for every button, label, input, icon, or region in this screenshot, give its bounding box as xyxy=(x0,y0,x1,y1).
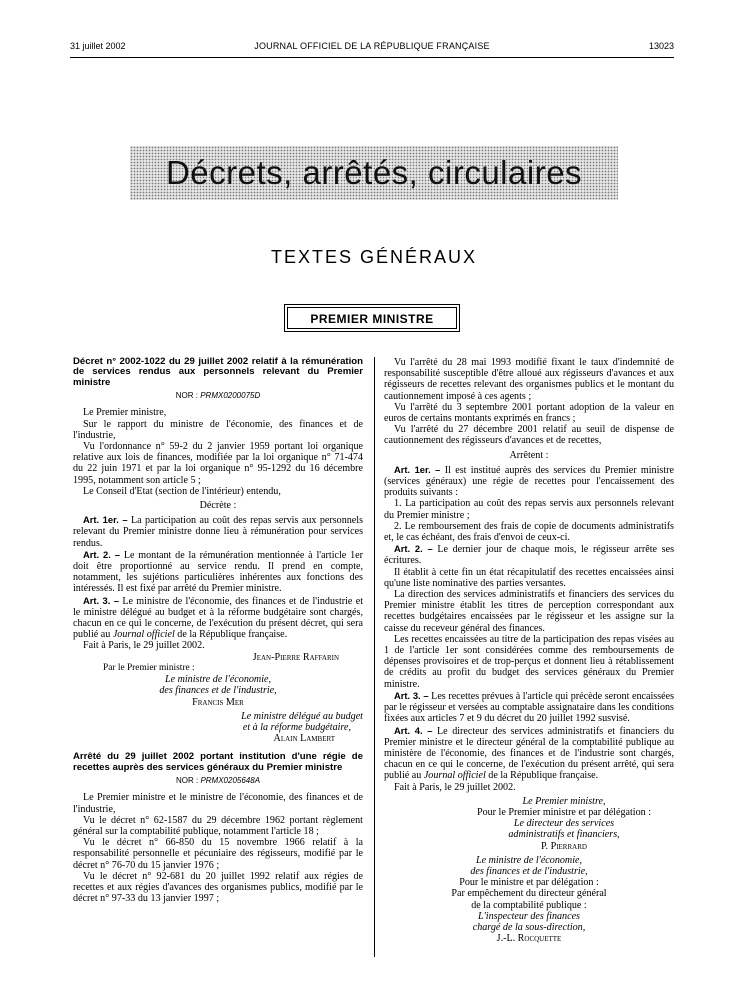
arrete-paragraph: Le Premier ministre et le ministre de l'économie, des finances et de l'industrie, xyxy=(73,792,363,815)
arrete-paragraph: Vu l'arrêté du 3 septembre 2001 portant adoption de la valeur en euros de certains montants exprimés en francs ; xyxy=(384,401,674,425)
article-label: Art. 1er. – xyxy=(394,463,441,475)
article-label: Art. 2. – xyxy=(83,548,120,560)
decret-fait: Fait à Paris, le 29 juillet 2002. xyxy=(83,640,205,652)
minister-name: Alain Lambert xyxy=(273,733,335,745)
arrete-paragraph: Vu le décret n° 62-1587 du 29 décembre 1962 portant règlement général sur la comptabilité publique, notamment l'article 18 ; xyxy=(73,814,363,837)
decret-paragraph: Sur le rapport du ministre de l'économie, des finances et de l'industrie, xyxy=(73,418,363,441)
signatory-title: administratifs et financiers, xyxy=(508,829,620,841)
article-label: Art. 3. – xyxy=(394,689,429,701)
right-column xyxy=(384,357,674,944)
article-label: Art. 3. – xyxy=(83,594,119,606)
delegation-line: de la comptabilité publique : xyxy=(471,899,587,911)
article-text: de la République française. xyxy=(177,629,288,641)
signatory-title: L'inspecteur des finances xyxy=(478,910,580,922)
delegation-line: Pour le ministre et par délégation : xyxy=(459,877,599,889)
arrete-article-3 xyxy=(384,690,674,725)
minister-title: Le ministre de l'économie, xyxy=(164,674,272,686)
banner-title: Décrets, arrêtés, circulaires xyxy=(165,154,583,191)
article-label: Art. 2. – xyxy=(394,543,433,555)
arrete-paragraph: Les recettes encaissées au titre de la participation des repas visées au 1 de l'article 1er sont considérées comme des remboursements de dépenses provisoires et de trop-perçus et donnent lieu à rétablissement de crédits au profit du budget des services généraux du Premier ministre. xyxy=(384,633,674,690)
decret-paragraph: Le Conseil d'Etat (section de l'intérieur) entendu, xyxy=(83,485,281,497)
left-column xyxy=(73,357,363,904)
decret-paragraph: Le Premier ministre, xyxy=(83,407,167,419)
signatory-title: Le ministre de l'économie, xyxy=(475,854,583,866)
ministry-label: PREMIER MINISTRE xyxy=(287,307,457,329)
arrete-paragraph: Il établit à cette fin un état récapitulatif des recettes encaissées ainsi qu'une liste nominative des parties versantes. xyxy=(384,566,674,589)
article-text: Le directeur des services administratifs et financiers du Premier ministre et le directeur général de la comptabilité publique au ministère de l'économie, des finances et de l'industrie sont chargés, chacun en ce qui le concerne, de l'exécution du présent arrêté, qui sera publié au xyxy=(384,725,674,782)
header-date: 31 juillet 2002 xyxy=(70,41,126,51)
minister-title: des finances et de l'industrie, xyxy=(159,685,277,697)
arrete-article-2 xyxy=(384,543,674,566)
arrete-paragraph: Vu l'arrêté du 27 décembre 2001 relatif au seuil de dispense de cautionnement des régisseurs d'avances et de recettes, xyxy=(384,424,674,447)
ministry-box xyxy=(284,304,460,332)
decret-nor xyxy=(73,390,363,401)
signatory-title: chargé de la sous-direction, xyxy=(472,921,586,933)
decret-article-2 xyxy=(73,549,363,595)
nor-code: PRMX0205648A xyxy=(200,776,261,786)
decret-title: Décret n° 2002-1022 du 29 juillet 2002 relatif à la rémunération de services rendus aux personnels relevant du Premier ministre xyxy=(73,356,363,388)
article-text: Les recettes prévues à l'article qui précède seront encaissées par le régisseur et versées au comptable assignataire dans les conditions fixées aux articles 7 et 9 du décret du 20 juillet 1992 susvisé. xyxy=(384,690,675,725)
article-text: Le ministre de l'économie, des finances et de l'industrie et le ministre délégué au budget et à la réforme budgétaire sont chargés, chacun en ce qui le concerne, de l'exécution du présent décret, qui sera publié au xyxy=(73,595,363,641)
decret-article-3 xyxy=(73,595,363,641)
nor-code: PRMX0200075D xyxy=(200,391,261,401)
signatory-title: Le directeur des services xyxy=(513,818,615,830)
minister-title: Le ministre délégué au budget xyxy=(241,710,363,722)
arrete-article-4 xyxy=(384,725,674,782)
article-label: Art. 4. – xyxy=(394,724,433,736)
section-title: TEXTES GÉNÉRAUX xyxy=(270,247,478,267)
arrete-paragraph: La direction des services administratifs et financiers des services du Premier ministre établit les titres de perception correspondant aux recettes budgétaires encaissées par le régisseur et les assigne sur la caisse du receveur général des finances. xyxy=(384,589,674,634)
arrete-paragraph: Vu l'arrêté du 28 mai 1993 modifié fixant le taux d'indemnité de responsabilité susceptible d'être alloué aux régisseurs d'avances et aux régisseurs de recettes relevant des organismes publics et le montant du cautionnement imposé à ces agents ; xyxy=(384,357,674,402)
arrete-list-item: 2. Le remboursement des frais de copie de documents administratifs et, le cas échéant, des frais d'envoi de ceux-ci. xyxy=(384,520,674,544)
article-text: de la République française. xyxy=(488,770,599,782)
arretent-heading: Arrêtent : xyxy=(509,449,549,461)
delegation-line: Pour le Premier ministre et par délégation : xyxy=(476,806,652,818)
arrete-article-1 xyxy=(384,464,674,499)
header-rule xyxy=(70,57,674,58)
nor-label: NOR : xyxy=(175,776,199,786)
decret-paragraph: Vu l'ordonnance n° 59-2 du 2 janvier 1959 portant loi organique relative aux lois de finances, modifiée par la loi organique n° 71-474 du 22 juin 1971 et par la loi organique n° 95-1292 du 16 décembre 1995, notamment son article 5 ; xyxy=(73,441,363,486)
header-journal-title: JOURNAL OFFICIEL DE LA RÉPUBLIQUE FRANÇAISE xyxy=(254,41,490,51)
article-text: Il est institué auprès des services du Premier ministre (services généraux) une régie de recettes pour l'encaissement des produits suivants : xyxy=(384,464,674,499)
par-premier-ministre: Par le Premier ministre : xyxy=(103,662,195,673)
page-header xyxy=(70,41,674,55)
article-text: Le montant de la rémunération mentionnée à l'article 1er doit être proportionné au service rendu. Il prend en compte, notamment, les sujétions particulières inhérentes aux fonctions des intéressés. Il est fixé par arrêté du Premier ministre. xyxy=(73,549,363,595)
signatory-name: J.-L. Rocquette xyxy=(496,933,562,945)
article-text: La participation au coût des repas servis aux personnels relevant du Premier ministre donne lieu à rémunération pour services rendus. xyxy=(73,515,364,549)
signatory-name: P. Pierrard xyxy=(541,840,587,852)
journal-officiel-ref: Journal officiel xyxy=(423,770,486,782)
decret-signer: Jean-Pierre Raffarin xyxy=(252,651,339,663)
arrete-nor xyxy=(73,775,363,786)
column-divider xyxy=(374,357,375,957)
arrete-fait: Fait à Paris, le 29 juillet 2002. xyxy=(394,781,516,793)
decret-article-1 xyxy=(73,514,363,549)
journal-officiel-ref: Journal officiel xyxy=(112,629,175,641)
delegation-line: Par empêchement du directeur général xyxy=(451,888,607,900)
signatory-title: des finances et de l'industrie, xyxy=(470,865,588,877)
arrete-list-item: 1. La participation au coût des repas servis aux personnels relevant du Premier ministre ; xyxy=(384,498,674,521)
nor-label: NOR : xyxy=(175,391,198,401)
article-label: Art. 1er. – xyxy=(83,514,128,526)
arrete-paragraph: Vu le décret n° 92-681 du 20 juillet 1992 relatif aux régies de recettes et aux régies d'avances des organismes publics, modifié par le décret n° 97-33 du 13 janvier 1997 ; xyxy=(73,870,363,905)
minister-title: et à la réforme budgétaire, xyxy=(242,721,351,733)
article-text: Le dernier jour de chaque mois, le régisseur arrête ses écritures. xyxy=(384,544,674,567)
minister-name: Francis Mer xyxy=(192,696,244,708)
arrete-title: Arrêté du 29 juillet 2002 portant institution d'une régie de recettes auprès des services généraux du Premier ministre xyxy=(73,751,363,773)
decrete-heading: Décrète : xyxy=(199,500,237,512)
header-page-number: 13023 xyxy=(648,41,674,51)
arrete-paragraph: Vu le décret n° 66-850 du 15 novembre 1966 relatif à la responsabilité personnelle et pécuniaire des régisseurs, modifié par le décret n° 76-70 du 15 janvier 1976 ; xyxy=(73,837,363,871)
signatory-title: Le Premier ministre, xyxy=(522,795,606,807)
